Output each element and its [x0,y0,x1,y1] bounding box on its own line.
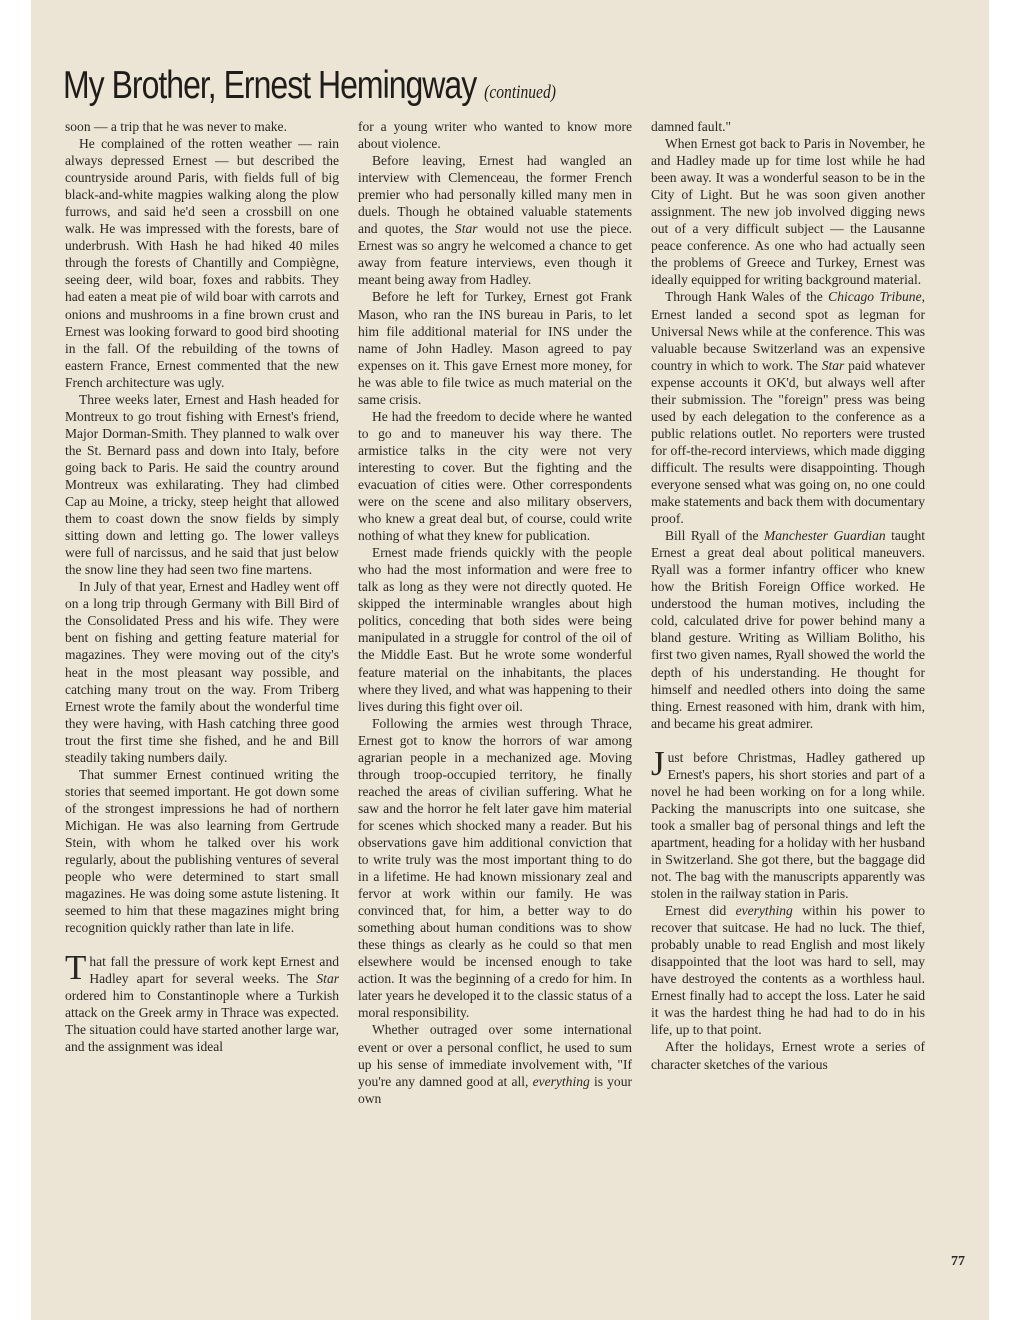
paragraph-text: Three weeks later, Ernest and Hash headed for Montreux to go trout fishing with Ernest's friend, Major Dorman-Smith. They planned to walk over the St. Bernard pass and down into Italy, before going back to Paris. He said the country around Montreux was exhilarating. They had climbed Cap au Moine, a tricky, steep height that allowed them to coast down the snow fields by simply sitting down and letting go. The lower valleys were full of narcissus, and he said that just below the snow line they had seen two fine martens. [65,391,339,578]
text-column-2 [358,118,632,1107]
paragraph [651,288,925,527]
title-text: My Brother, Ernest Hemingway [63,64,477,107]
paragraph [651,527,925,732]
paragraph [65,948,339,1055]
text-column-1 [65,118,339,1056]
paragraph-text: soon — a trip that he was never to make. [65,119,287,134]
paragraph [358,288,632,407]
text-column-3 [651,118,925,1073]
paragraph-text: He complained of the rotten weather — rain always depressed Ernest — but described the countryside around Paris, with fields full of big black-and-white magpies walking along the plow furrows, and said he'd seen a crossbill on one walk. He was impressed with the forests, bare of underbrush. With Hash he had hiked 40 miles through the forests of Chantilly and Compiègne, seeing deer, wild boar, foxes and rabbits. They had eaten a meat pie of wild boar with carrots and onions and mushrooms in a fine brown crust and Ernest was looking forward to good bird shooting in the fall. Of the rebuilding of the towns of eastern France, Ernest commented that the new French architecture was ugly. [65,136,339,390]
continued-label: (continued) [484,82,556,103]
paragraph-text: After the holidays, Ernest wrote a series of character sketches of the various [651,1039,925,1072]
page-number: 77 [951,1254,965,1269]
paragraph-text: damned fault." [651,119,732,134]
paragraph [358,715,632,1022]
drop-cap: J [651,743,665,783]
paragraph [65,391,339,579]
paragraph-text: ust before Christmas, Hadley gathered up Ernest's papers, his short stories and part of a novel he had been working on for a long while. Packing the manuscripts into one suitcase, she took a smaller bag of personal things and left the apartment, heading for a holiday with her husband in Switzerland. She got there, but the baggage did not. The bag with the manuscripts apparently was stolen in the railway station in Paris. [651,749,925,902]
paragraph [65,766,339,936]
paragraph [358,152,632,288]
magazine-page [31,0,989,1320]
paragraph-text: He had the freedom to decide where he wanted to go and to maneuver his way there. The armistice talks in the city were not very interesting to cover. But the fighting and the evacuation of cities were. Other correspondents were on the scene and also military observers, who knew a great deal but, of course, could write nothing of what they knew for publication. [358,408,632,544]
paragraph [65,578,339,766]
paragraph-text: Ernest did everything within his power to recover that suitcase. He had no luck. The thief, probably unable to read English and most likely disappointed that the loot was hard to sell, may have destroyed the contents as a worthless haul. Ernest finally had to accept the loss. Later he said it was the hardest thing he had had to do in his life, up to that point. [651,903,925,1038]
paragraph-text: That summer Ernest continued writing the stories that seemed important. He got down some of the strongest impressions he had of northern Michigan. He was also learning from Gertrude Stein, with whom he talked over his work regularly, about the publishing ventures of several people who were determined to start small magazines. He was doing some astute listening. It seemed to him that these magazines might bring recognition quickly rather than late in life. [65,766,339,936]
paragraph [65,135,339,391]
paragraph-text: hat fall the pressure of work kept Ernest and Hadley apart for several weeks. The Star ordered him to Constantinople where a Turkish attack on the Greek army in Thrace was expected. The situation could have started another large war, and the assignment was ideal [65,954,339,1055]
paragraph [651,118,925,135]
paragraph-text: Before leaving, Ernest had wangled an interview with Clemenceau, the former French premier who had personally killed many men in duels. Though he obtained valuable statements and quotes, the Star would not use the piece. Ernest was so angry he welcomed a chance to get away from feature interviews, even though it meant being away from Hadley. [358,153,633,288]
paragraph [651,1038,925,1072]
paragraph [358,544,632,714]
paragraph-text: Through Hank Wales of the Chicago Tribune, Ernest landed a second spot as legman for Universal News while at the conference. This was valuable because Switzerland was an expensive country in which to work. The Star paid whatever expense accounts it OK'd, but always well after their submission. The "foreign" press was being used by each delegation to the conference as a public relations outlet. No reporters were trusted for off-the-record interviews, which made digging difficult. The results were disappointing. Though everyone sensed what was going on, no one could make statements and back them with documentary proof. [651,289,925,527]
drop-cap: T [65,948,87,988]
paragraph [65,118,339,135]
paragraph-text: for a young writer who wanted to know more about violence. [358,119,632,152]
paragraph-text: Bill Ryall of the Manchester Guardian taught Ernest a great deal about political maneuvers. Ryall was a former infantry officer who knew how the British Foreign Office worked. He understood the human motives, including the cold, calculated drive for power behind many a bland gesture. Writing as William Bolitho, his first two given names, Ryall showed the world the depth of his understanding. He thought for himself and needled others into doing the same thing. Ernest reasoned with him, drank with him, and became his great admirer. [651,528,925,731]
paragraph [651,743,925,902]
paragraph-text: Ernest made friends quickly with the people who had the most information and were free to talk as long as they were not directly quoted. He skipped the interminable wrangles about high politics, conceding that both sides were being manipulated in a struggle for control of the oil of the Middle East. But he wrote some wonderful feature material on the inhabitants, the places where they lived, and what was happening to their lives during this fight over oil. [358,545,632,714]
article-title [63,64,556,108]
paragraph [358,118,632,152]
paragraph-text: In July of that year, Ernest and Hadley went off on a long trip through Germany with Bill Bird of the Consolidated Press and his wife. They were bent on fishing and getting feature material for magazines. They were moving out of the city's heat in the most pleasant way possible, and catching many trout on the way. From Triberg Ernest wrote the family about the wonderful time they were having, with Hash catching three good trout the first time she fished, and he and Bill steadily taking numbers daily. [65,579,339,765]
paragraph-text: Before he left for Turkey, Ernest got Frank Mason, who ran the INS bureau in Paris, to let him file additional material for INS under the name of John Hadley. Mason agreed to pay expenses on it. This gave Ernest more money, for he was able to file twice as much material on the same crisis. [358,289,632,407]
paragraph-text: Following the armies west through Thrace, Ernest got to know the horrors of war among agrarian people in a mechanized age. Moving through troop-occupied territory, he finally reached the areas of civilian suffering. What he saw and the horror he felt later gave him material for scenes which shocked many a reader. But his observations gave him additional conviction that to write truly was the most important thing to do in a lifetime. He had known missionary zeal and fervor at work within our family. He was convinced that, for him, a better way to do something about human conditions was to show these things as clearly as he could so that men elsewhere would be incensed enough to take action. It was the beginning of a credo for him. In later years he developed it to the classic status of a moral responsibility. [358,715,632,1021]
paragraph [358,1021,632,1106]
paragraph-text: When Ernest got back to Paris in November, he and Hadley made up for time lost while he had been away. It was a wonderful season to be in the City of Light. But he was soon given another assignment. The new job involved digging news out of a very difficult subject — the Lausanne peace conference. As one who had actually seen the problems of Greece and Turkey, Ernest was ideally equipped for writing background material. [651,136,925,288]
paragraph [651,902,925,1038]
paragraph [651,135,925,288]
paragraph-text: Whether outraged over some international event or over a personal conflict, he used to sum up his sense of immediate involvement with, "If you're any damned good at all, everything is your own [358,1022,632,1106]
paragraph [358,408,632,544]
